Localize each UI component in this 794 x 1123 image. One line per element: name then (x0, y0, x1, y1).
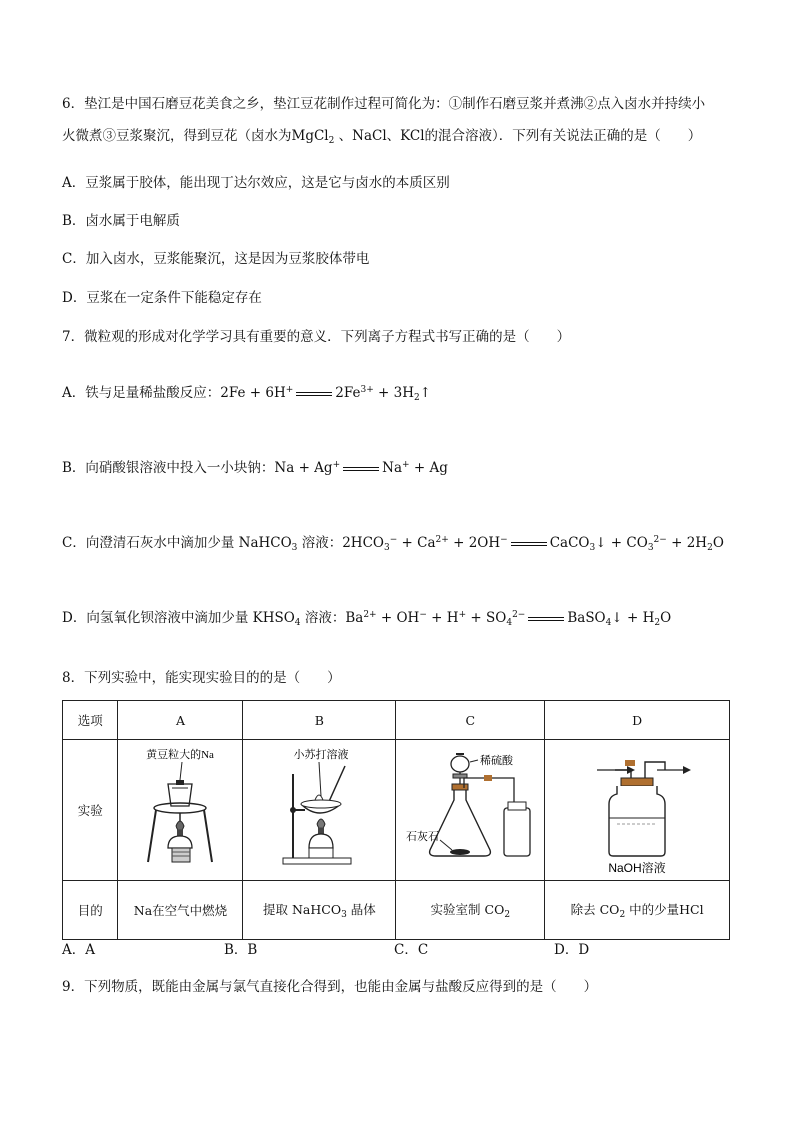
goal-c: 实验室制 $CO_2$ (396, 881, 545, 940)
goal-d: 除去 $CO_2$ 中的少量HCl (545, 881, 730, 940)
crucible-burning-diagram (120, 744, 240, 874)
goal-a: Na在空气中燃烧 (118, 881, 243, 940)
label-naoh-solution: NaOH溶液 (608, 860, 666, 874)
q8-option-d: D．D (554, 942, 590, 958)
q8-option-b: B．B (224, 942, 258, 958)
goal-b: 提取 NaHCO$_3$ 晶体 (243, 881, 396, 940)
header-c: C (396, 701, 545, 740)
q7-option-b: B．向硝酸银溶液中投入一小块钠：Na + Ag+ Na+ + Ag (62, 460, 448, 476)
evaporating-dish-diagram (249, 744, 389, 874)
row-label-goal: 目的 (63, 881, 118, 940)
q6-stem-line2-a: 火微煮③豆浆聚沉，得到豆花（卤水为 (62, 128, 292, 144)
q8-table (62, 700, 730, 940)
co2-generator-diagram (400, 744, 540, 874)
header-d: D (545, 701, 730, 740)
row-label-experiment: 实验 (63, 740, 118, 881)
label-na-bean: 黄豆粒大的Na (146, 748, 215, 761)
label-dilute-h2so4: 稀硫酸 (480, 754, 514, 767)
q6-stem-line2-b: 、NaCl、KCl的混合溶液）．下列有关说法正确的是（ ） (338, 128, 702, 144)
header-option: 选项 (63, 701, 118, 740)
apparatus-d (545, 740, 730, 881)
q7-option-c: C．向澄清石灰水中滴加少量 NaHCO$_3$ 溶液：$2HCO_3^- + Ca^{2+} + 2OH^-$ CaCO$_3$↓ + $CO_3^{2-} + 2H_2O$ (62, 535, 724, 553)
q6-option-a: A．豆浆属于胶体，能出现丁达尔效应，这是它与卤水的本质区别 (62, 175, 450, 191)
q6-option-b: B．卤水属于电解质 (62, 213, 180, 229)
q9-stem: 9．下列物质，既能由金属与氯气直接化合得到，也能由金属与盐酸反应得到的是（ ） (62, 979, 598, 995)
q6-option-d: D．豆浆在一定条件下能稳定存在 (62, 290, 262, 306)
q8-stem: 8．下列实验中，能实现实验目的的是（ ） (62, 670, 341, 686)
q6-stem-line2 (62, 124, 701, 146)
mgcl2-formula: MgCl$_2$ (291, 128, 335, 146)
q7-stem: 7．微粒观的形成对化学学习具有重要的意义．下列离子方程式书写正确的是（ ） (62, 329, 571, 345)
q7-option-d: D．向氢氧化钡溶液中滴加少量 $KHSO_4$ 溶液：$Ba^{2+} + OH^- + H^+ + SO_4^{2-}$ BaSO$_4$↓ + $H_2O$ (62, 610, 672, 628)
label-baking-soda: 小苏打溶液 (293, 748, 349, 761)
apparatus-b (243, 740, 396, 881)
gas-washing-bottle-diagram (557, 744, 717, 874)
q8-option-a: A．A (62, 942, 95, 958)
q6-option-c: C．加入卤水，豆浆能聚沉，这是因为豆浆胶体带电 (62, 251, 370, 267)
apparatus-a (118, 740, 243, 881)
label-limestone: 石灰石 (406, 830, 440, 843)
q8-option-c: C．C (394, 942, 429, 958)
header-a: A (118, 701, 243, 740)
apparatus-c (396, 740, 545, 881)
header-b: B (243, 701, 396, 740)
q6-stem-line1: 6．垫江是中国石磨豆花美食之乡，垫江豆花制作过程可简化为：①制作石磨豆浆并煮沸②点入卤水并持续小 (62, 96, 706, 112)
q7-option-a: A．铁与足量稀盐酸反应：2Fe + 6H+ $2Fe^{3+}$ + $3H_2↑$ (62, 385, 432, 403)
